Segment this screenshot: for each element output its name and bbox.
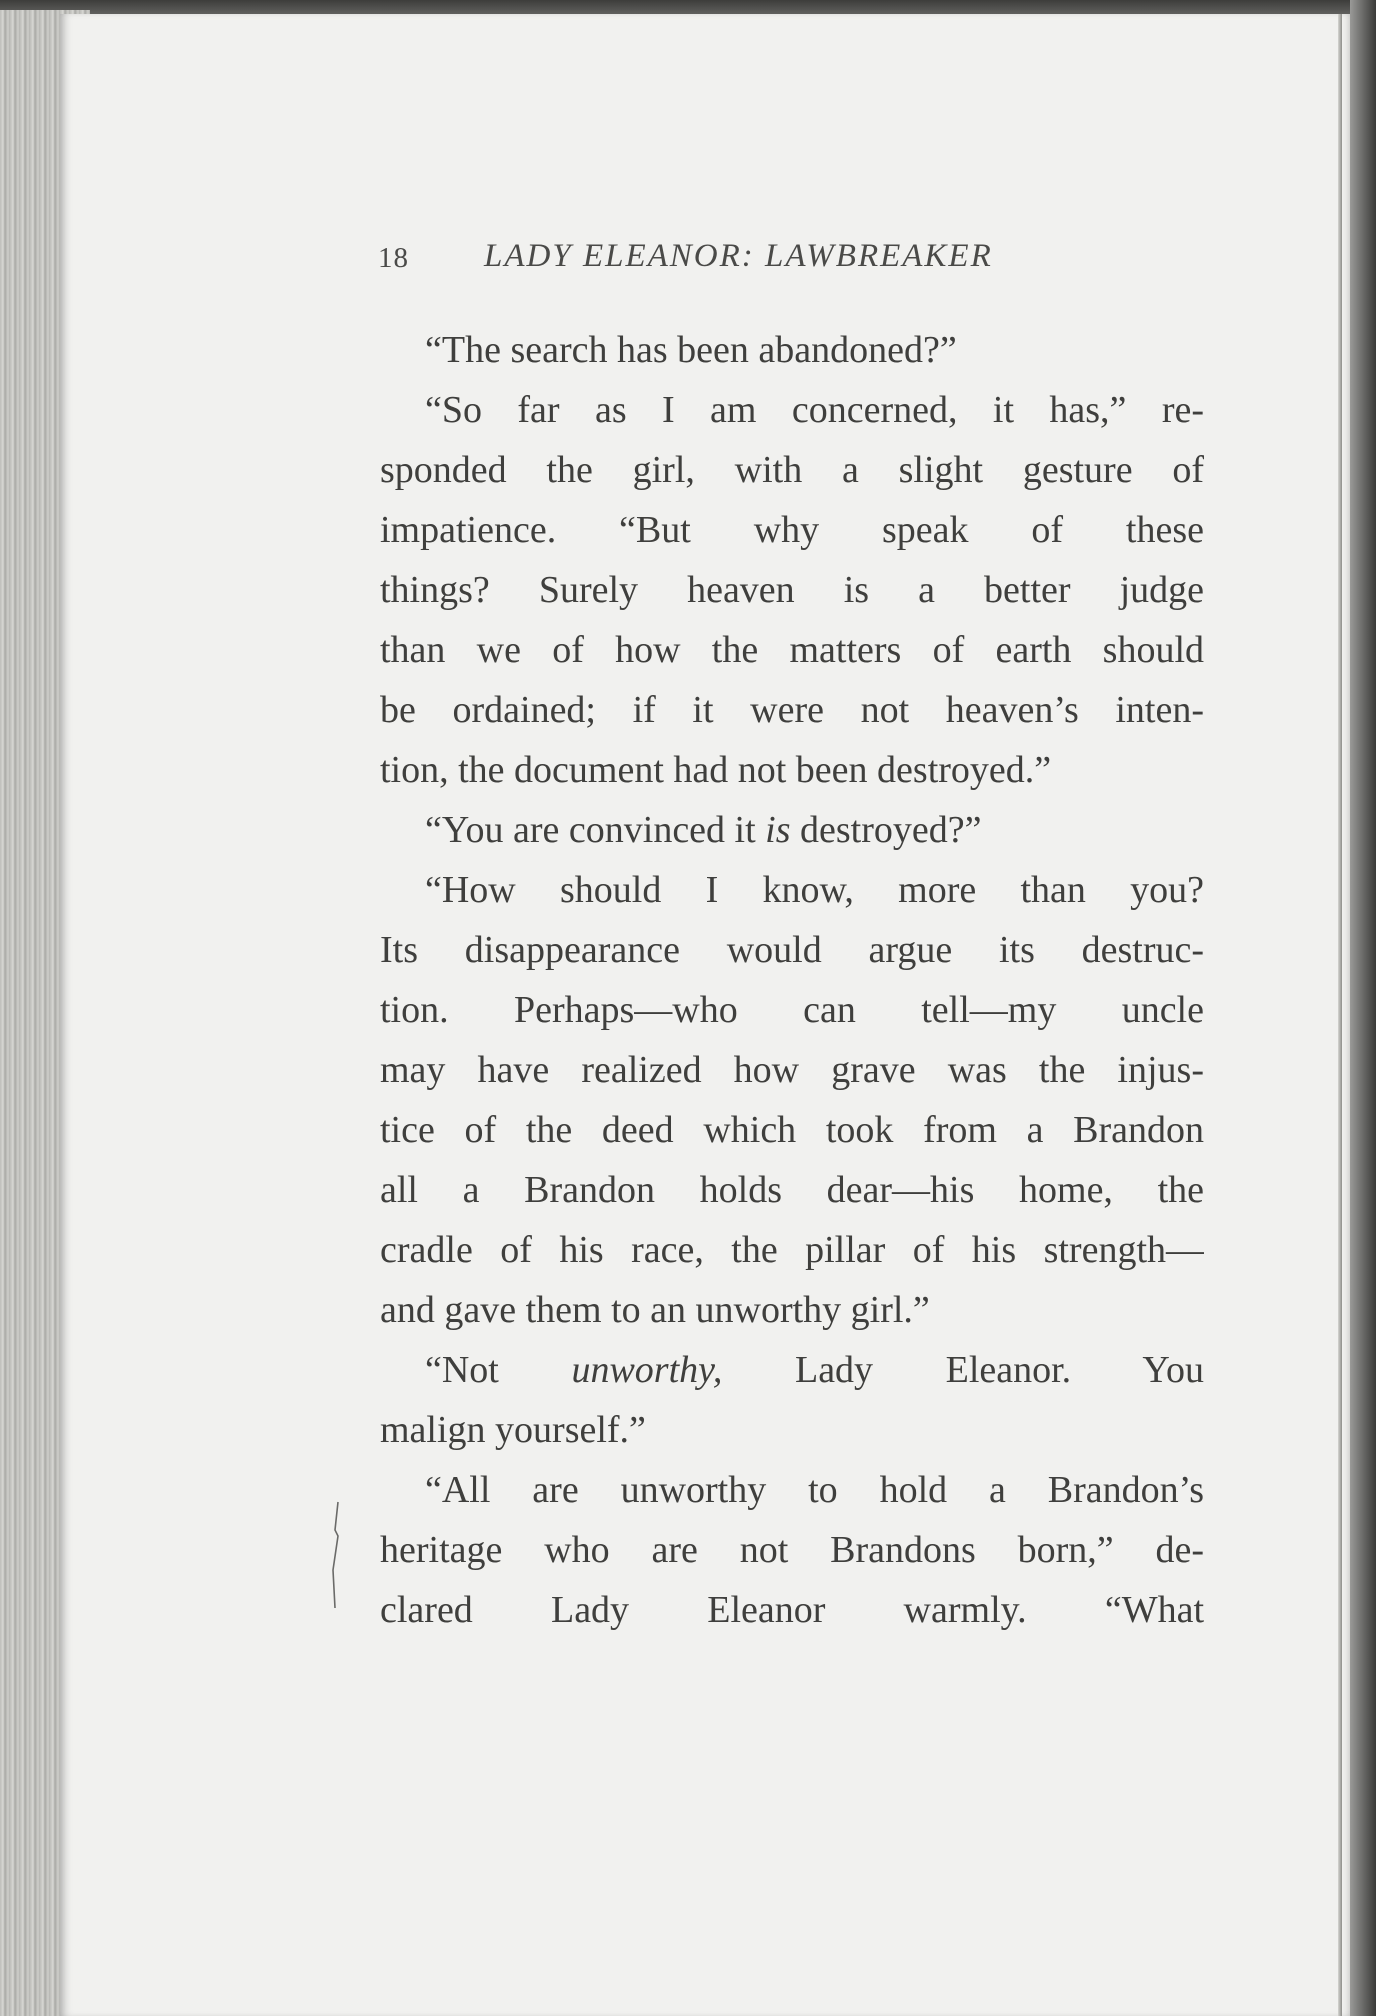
text-line: tice of the deed which took from a Brandon	[380, 1109, 1204, 1151]
text-line: may have realized how grave was the injus-	[380, 1049, 1204, 1091]
page-number: 18	[378, 242, 409, 274]
text-line: “You are convinced it is destroyed?”	[425, 809, 982, 851]
text-line: tion, the document had not been destroyed.”	[380, 749, 1052, 791]
text-line: impatience. “But why speak of these	[380, 509, 1204, 551]
text-line: all a Brandon holds dear—his home, the	[380, 1169, 1204, 1211]
running-header	[378, 238, 1210, 288]
text-line: be ordained; if it were not heaven’s inten-	[380, 689, 1204, 731]
pencil-margin-mark	[326, 1500, 346, 1610]
page-gutter	[1338, 14, 1342, 2016]
scanner-background-right	[1350, 0, 1376, 2016]
text-line: things? Surely heaven is a better judge	[380, 569, 1204, 611]
text-line: clared Lady Eleanor warmly. “What	[380, 1589, 1204, 1631]
text-line: “So far as I am concerned, it has,” re-	[425, 389, 1204, 431]
running-title: LADY ELEANOR: LAWBREAKER	[484, 238, 993, 274]
text-line: “All are unworthy to hold a Brandon’s	[425, 1469, 1204, 1511]
text-line: than we of how the matters of earth should	[380, 629, 1204, 671]
text-line: and gave them to an unworthy girl.”	[380, 1289, 930, 1331]
body-text	[380, 320, 1204, 1640]
text-line: Its disappearance would argue its destruc-	[380, 929, 1204, 971]
text-line: heritage who are not Brandons born,” de-	[380, 1529, 1204, 1571]
text-line: sponded the girl, with a slight gesture of	[380, 449, 1204, 491]
text-line: “Not unworthy, Lady Eleanor. You	[425, 1349, 1204, 1391]
text-line: malign yourself.”	[380, 1409, 646, 1451]
text-line: tion. Perhaps—who can tell—my uncle	[380, 989, 1204, 1031]
text-line: “The search has been abandoned?”	[425, 329, 957, 371]
text-line: “How should I know, more than you?	[425, 869, 1204, 911]
text-line: cradle of his race, the pillar of his strength—	[380, 1229, 1204, 1271]
